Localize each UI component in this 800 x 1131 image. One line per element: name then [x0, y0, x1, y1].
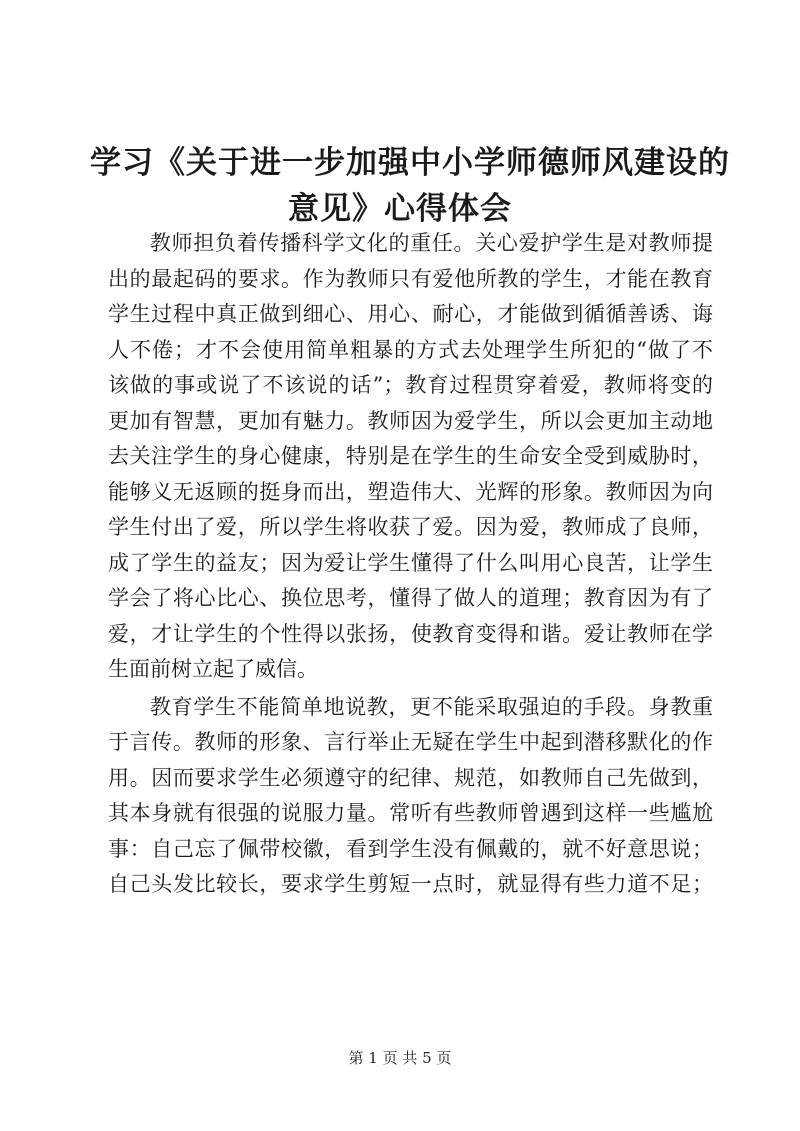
text-line: 能够义无返顾的挺身而出，塑造伟大、光辉的形象。教师因为向 — [108, 479, 713, 504]
text-line: 其本身就有很强的说服力量。常听有些教师曾遇到这样一些尴尬 — [108, 801, 713, 825]
text-line: 成了学生的益友；因为爱让学生懂得了什么叫用心良苦，让学生 — [108, 550, 713, 575]
paragraph — [108, 690, 713, 903]
text-line: 该做的事或说了不该说的话”；教育过程贯穿着爱，教师将变的 — [108, 373, 713, 397]
text-line: 人不倦；才不会使用简单粗暴的方式去处理学生所犯的“做了不 — [108, 337, 713, 362]
text-line: 教育学生不能简单地说教，更不能采取强迫的手段。身教重 — [150, 694, 713, 719]
text-line: 教师担负着传播科学文化的重任。关心爱护学生是对教师提 — [150, 231, 713, 255]
title-line: 意见》心得体会 — [288, 191, 512, 227]
document-body — [108, 226, 713, 903]
text-line: 用。因而要求学生必须遵守的纪律、规范，如教师自己先做到， — [108, 765, 713, 790]
text-line: 更加有智慧，更加有魅力。教师因为爱学生，所以会更加主动地 — [108, 408, 713, 433]
document-title — [90, 140, 730, 232]
paragraph — [108, 226, 713, 688]
text-line: 出的最起码的要求。作为教师只有爱他所教的学生，才能在教育 — [108, 266, 713, 291]
page-footer: 第 1 页 共 5 页 — [348, 1049, 452, 1067]
text-line: 事：自己忘了佩带校徽，看到学生没有佩戴的，就不好意思说； — [108, 836, 713, 861]
text-line: 学生过程中真正做到细心、用心、耐心，才能做到循循善诱、诲 — [108, 302, 713, 326]
text-line: 于言传。教师的形象、言行举止无疑在学生中起到潜移默化的作 — [108, 730, 713, 754]
text-line: 生面前树立起了威信。 — [108, 657, 318, 681]
text-line: 自己头发比较长，要求学生剪短一点时，就显得有些力道不足； — [108, 872, 713, 896]
text-line: 学会了将心比心、换位思考，懂得了做人的道理；教育因为有了 — [108, 586, 713, 610]
text-line: 爱，才让学生的个性得以张扬，使教育变得和谐。爱让教师在学 — [108, 621, 713, 646]
text-line: 学生付出了爱，所以学生将收获了爱。因为爱，教师成了良师， — [108, 515, 713, 539]
text-line: 去关注学生的身心健康，特别是在学生的生命安全受到威胁时， — [108, 444, 713, 468]
title-line: 学习《关于进一步加强中小学师德师风建设的 — [90, 145, 730, 181]
